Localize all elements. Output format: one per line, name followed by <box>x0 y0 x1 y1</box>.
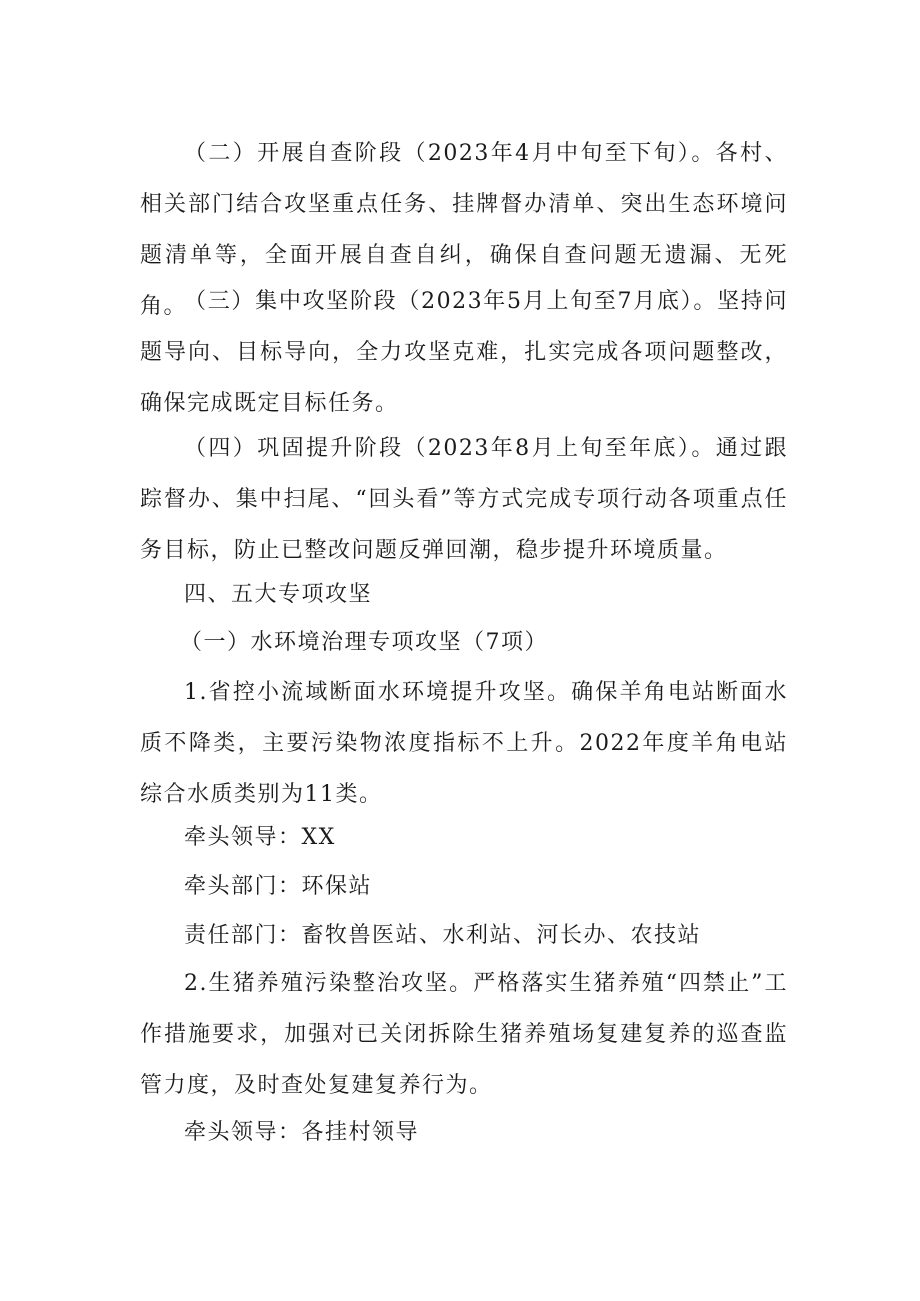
item-2-lead-leader: 牵头领导：各挂村领导 <box>184 1120 420 1145</box>
paragraph-concentrated-tackling-stage: （三）集中攻坚阶段（2023年5月上旬至7月底）。坚持问题导向、目标导向，全力攻坚克难，扎实完成各项问题整改，确保完成既定目标任务。 <box>140 289 788 416</box>
item-2-text: 2.生猪养殖污染整治攻坚。严格落实生猪养殖“四禁止”工作措施要求，加强对已关闭拆除生猪养殖场复建复养的巡查监管力度，及时查处复建复养行为。 <box>140 971 788 1098</box>
item-1-lead-leader: 牵头领导：XX <box>184 825 336 850</box>
item-1-lead-department: 牵头部门：环保站 <box>184 874 373 899</box>
item-1-responsible-departments: 责任部门：畜牧兽医站、水利站、河长办、农技站 <box>184 923 702 948</box>
paragraph-self-inspection-stage: （二）开展自查阶段（2023年4月中旬至下旬）。各村、相关部门结合攻坚重点任务、挂牌督办清单、突出生态环境问题清单等，全面开展自查自纠，确保自查问题无遗漏、无死角。 <box>140 141 788 319</box>
subsection-heading: （一）水环境治理专项攻坚（7项） <box>180 630 548 655</box>
item-1-text: 1.省控小流域断面水环境提升攻坚。确保羊角电站断面水质不降类，主要污染物浓度指标不上升。2022年度羊角电站综合水质类别为11类。 <box>140 680 788 807</box>
paragraph-consolidation-stage: （四）巩固提升阶段（2023年8月上旬至年底）。通过跟踪督办、集中扫尾、“回头看”等方式完成专项行动各项重点任务目标，防止已整改问题反弹回潮，稳步提升环境质量。 <box>140 436 788 563</box>
section-heading: 四、五大专项攻坚 <box>184 582 373 607</box>
